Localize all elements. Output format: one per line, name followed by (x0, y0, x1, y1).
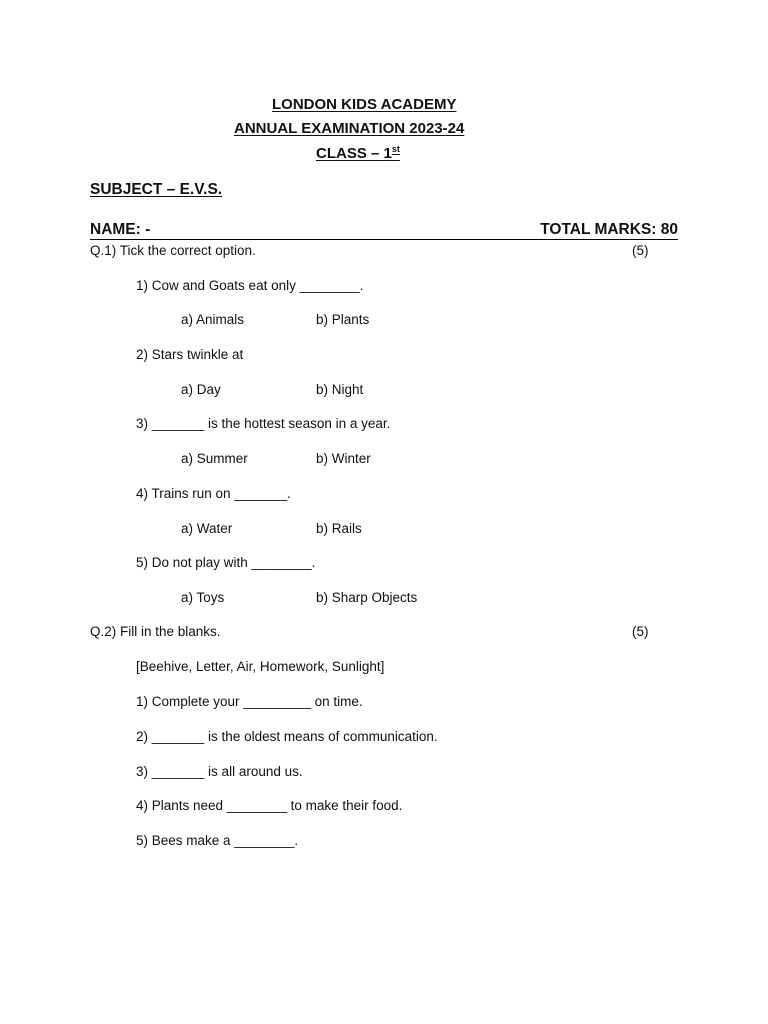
q1-item-2-option-b: b) Night (316, 382, 364, 397)
q1-item-2-question: 2) Stars twinkle at (136, 347, 244, 362)
q2-word-bank: [Beehive, Letter, Air, Homework, Sunlight] (136, 659, 385, 674)
q1-item-1-question: 1) Cow and Goats eat only ________. (136, 278, 364, 293)
q1-marks: (5) (632, 243, 649, 258)
q1-item-1-option-b: b) Plants (316, 312, 370, 327)
q1-item-5-option-a: a) Toys (181, 590, 225, 605)
total-marks: TOTAL MARKS: 80 (540, 221, 678, 238)
name-marks-row (90, 220, 678, 240)
q1-item-5-option-b: b) Sharp Objects (316, 590, 418, 605)
q2-item-3: 3) _______ is all around us. (136, 764, 303, 779)
class-superscript: st (391, 144, 400, 154)
q1-item-4-question: 4) Trains run on _______. (136, 486, 291, 501)
q1-item-5-question: 5) Do not play with ________. (136, 555, 316, 570)
q2-item-2: 2) _______ is the oldest means of communication. (136, 729, 438, 744)
class-label (316, 144, 400, 162)
q2-item-5: 5) Bees make a ________. (136, 833, 299, 848)
q1-item-3-question: 3) _______ is the hottest season in a year. (136, 416, 391, 431)
q1-title: Q.1) Tick the correct option. (90, 243, 256, 258)
q2-item-4: 4) Plants need ________ to make their food. (136, 798, 403, 813)
q1-item-4-option-b: b) Rails (316, 521, 362, 536)
name-label: NAME: - (90, 221, 151, 238)
q2-marks: (5) (632, 624, 649, 639)
class-text: CLASS – 1 (316, 145, 392, 162)
q1-item-4-option-a: a) Water (181, 521, 233, 536)
q1-item-3-option-b: b) Winter (316, 451, 371, 466)
school-name: LONDON KIDS ACADEMY (272, 96, 457, 113)
exam-title: ANNUAL EXAMINATION 2023-24 (234, 120, 465, 137)
q1-item-1-option-a: a) Animals (181, 312, 245, 327)
subject-label: SUBJECT – E.V.S. (90, 181, 223, 198)
q2-item-1: 1) Complete your _________ on time. (136, 694, 363, 709)
q2-title: Q.2) Fill in the blanks. (90, 624, 221, 639)
q1-item-3-option-a: a) Summer (181, 451, 248, 466)
q1-item-2-option-a: a) Day (181, 382, 221, 397)
